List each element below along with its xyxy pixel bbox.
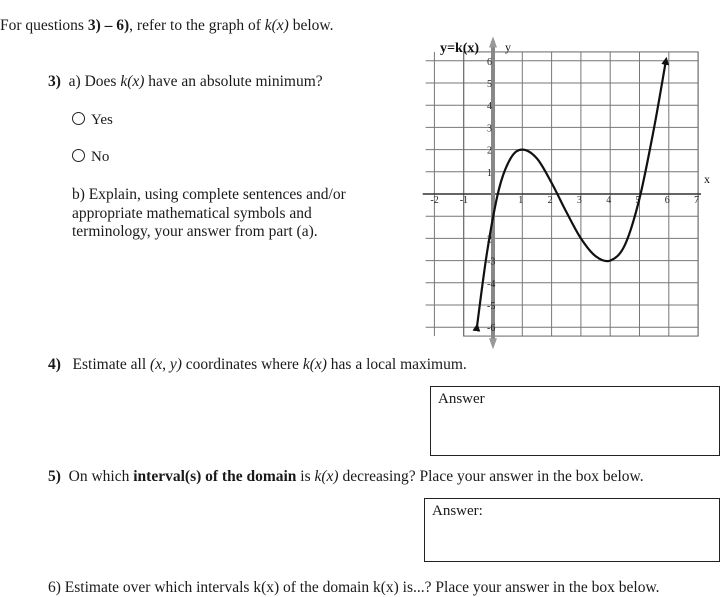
x-tick-label: 6 xyxy=(664,195,670,206)
x-tick-label: 1 xyxy=(518,195,524,206)
q3-part-a-suffix: have an absolute minimum? xyxy=(144,73,323,90)
x-tick-label: 4 xyxy=(606,195,612,206)
answer-box-q4[interactable] xyxy=(430,386,720,456)
q3b-line-1: b) Explain, using complete sentences and/or xyxy=(72,186,346,203)
q3-func: k(x) xyxy=(120,73,145,90)
q5-number: 5) xyxy=(48,468,61,485)
q3b-line-3: terminology, your answer from part (a). xyxy=(72,223,318,240)
x-tick-label: 2 xyxy=(547,195,553,206)
q5-func: k(x) xyxy=(314,468,339,485)
q3b-line-2: appropriate mathematical symbols and xyxy=(72,204,312,222)
y-axis-label: y xyxy=(505,40,511,54)
intro-middle: , refer to the graph of xyxy=(129,17,265,34)
q5-bold: interval(s) of the domain xyxy=(133,468,297,485)
intro-func: k(x) xyxy=(264,17,289,34)
answer-box-q5[interactable] xyxy=(424,498,720,562)
y-tick-label: 1 xyxy=(487,167,492,179)
y-tick-label: -6 xyxy=(487,323,496,335)
y-tick-label: 3 xyxy=(487,123,492,135)
q4-mid: coordinates where xyxy=(181,356,303,373)
q3-part-a: a) Does xyxy=(68,73,121,90)
question-5 xyxy=(48,467,644,486)
intro-prefix: For questions xyxy=(0,17,88,34)
y-tick-label: -4 xyxy=(487,278,496,290)
q4-func: k(x) xyxy=(302,356,327,373)
x-tick-label: 3 xyxy=(576,195,582,206)
x-tick-label: 5 xyxy=(635,195,641,206)
y-tick-label: 6 xyxy=(487,56,492,68)
answer-label-q5: Answer: xyxy=(432,503,483,519)
answer-label-q4: Answer xyxy=(438,391,485,407)
q4-coords: (x, y) xyxy=(150,356,182,373)
q5-mid: is xyxy=(296,468,315,485)
x-tick-label: -2 xyxy=(430,195,439,206)
option-no-label: No xyxy=(91,149,110,165)
y-tick-label: 2 xyxy=(487,145,492,157)
option-yes-label: Yes xyxy=(91,112,113,128)
y-tick-label: 2 xyxy=(487,234,492,246)
intro-range: 3) – 6) xyxy=(87,17,130,34)
y-tick-label: 5 xyxy=(487,79,492,90)
y-axis-arrow-down xyxy=(489,338,497,349)
q4-pre: Estimate all xyxy=(72,356,151,373)
y-tick-label: 4 xyxy=(487,101,492,113)
y-tick-label: -5 xyxy=(487,301,496,312)
q4-post: has a local maximum. xyxy=(326,356,467,373)
y-tick-label: -3 xyxy=(487,256,496,268)
intro-suffix: below. xyxy=(288,17,334,34)
x-tick-label: -1 xyxy=(459,195,469,206)
q4-number: 4) xyxy=(48,356,61,373)
question-4 xyxy=(48,355,467,374)
question-6: 6) Estimate over which intervals k(x) of the domain k(x) is...? Place your answer in the box below. xyxy=(48,579,660,596)
q3-number: 3) xyxy=(48,73,61,90)
q5-pre: On which xyxy=(68,468,134,485)
x-tick-label: 7 xyxy=(694,195,700,206)
chart-title: y=k(x) xyxy=(440,41,480,56)
y-axis-arrow-up xyxy=(489,36,497,47)
q5-post: decreasing? Place your answer in the box below. xyxy=(338,468,644,485)
x-axis-label: x xyxy=(704,172,710,186)
